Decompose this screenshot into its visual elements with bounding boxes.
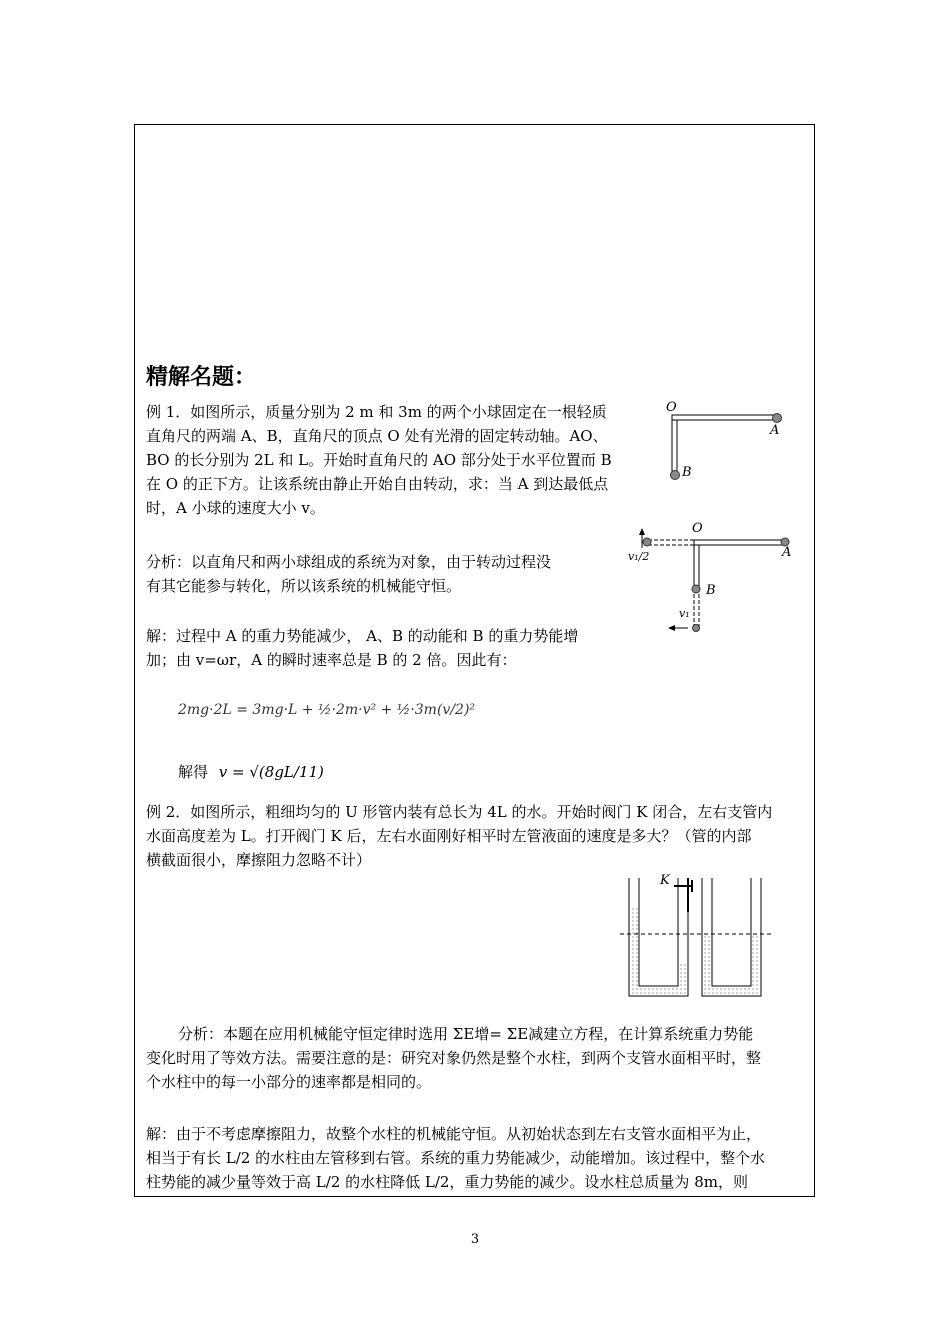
ball-b-moved [693, 625, 700, 632]
solution-line: 加；由 v=ωr，A 的瞬时速率总是 B 的 2 倍。因此有： [146, 651, 517, 669]
figure-u-tube [616, 872, 776, 1000]
solution-line: 解：过程中 A 的重力势能减少， A、B 的动能和 B 的重力势能增 [146, 627, 579, 645]
label-b: B [706, 583, 716, 598]
figure-rotated-ruler [628, 518, 798, 638]
label-b: B [682, 465, 692, 480]
label-o: O [692, 521, 703, 536]
example2-line: 例 2．如图所示，粗细均匀的 U 形管内装有总长为 4L 的水。开始时阀门 K 闭合，左右支管内 [146, 803, 773, 821]
example2-text [146, 800, 811, 872]
example2-line: 水面高度差为 L。打开阀门 K 后，左右水面刚好相平时左管液面的速度是多大？（管的内部 [146, 827, 752, 845]
result-line [178, 760, 324, 784]
example2-solution [146, 1122, 811, 1194]
solution-line: 解：由于不考虑摩擦阻力，故整个水柱的机械能守恒。从初始状态到左右支管水面相平为止， [146, 1125, 762, 1143]
solution-line: 相当于有长 L/2 的水柱由左管移到右管。系统的重力势能减少，动能增加。该过程中，整个水 [146, 1149, 766, 1167]
label-v1-half: v₁/2 [628, 550, 650, 563]
analysis-line: 分析：以直角尺和两小球组成的系统为对象，由于转动过程没 [146, 553, 552, 571]
label-o: O [666, 400, 677, 415]
analysis-line: 有其它能参与转化，所以该系统的机械能守恒。 [146, 577, 462, 595]
example1-analysis [146, 550, 616, 598]
result-prefix: 解得 [178, 763, 209, 781]
label-a: A [770, 423, 780, 438]
ball-b [692, 585, 700, 593]
example1-line: 例 1．如图所示，质量分别为 2 m 和 3m 的两个小球固定在一根轻质 [146, 403, 607, 421]
label-a: A [782, 545, 792, 560]
example1-line: 时，A 小球的速度大小 v。 [146, 499, 325, 517]
example2-line: 横截面很小，摩擦阻力忽略不计） [146, 851, 372, 869]
example1-line: 直角尺的两端 A、B，直角尺的顶点 O 处有光滑的固定转动轴。AO、 [146, 427, 608, 445]
label-v1: v₁ [679, 607, 690, 620]
example1-text [146, 400, 646, 520]
example2-analysis [146, 1022, 811, 1094]
example1-line: 在 O 的正下方。让该系统由静止开始自由转动，求：当 A 到达最低点 [146, 475, 609, 493]
label-k: K [660, 873, 670, 888]
analysis-line: 分析：本题在应用机械能守恒定律时选用 ΣE增= ΣE减建立方程，在计算系统重力势能 [178, 1025, 754, 1043]
result-formula: v = √(8gL/11) [218, 763, 324, 781]
analysis-line: 变化时用了等效方法。需要注意的是：研究对象仍然是整个水柱，到两个支管水面相平时，整 [146, 1049, 762, 1067]
section-heading: 精解名题： [146, 365, 257, 390]
ball-a [773, 414, 782, 423]
solution-line: 柱势能的减少量等效于高 L/2 的水柱降低 L/2，重力势能的减少。设水柱总质量为 8m，则 [146, 1173, 748, 1191]
equation: 2mg·2L = 3mg·L + ½·2m·v² + ½·3m(v/2)² [178, 702, 476, 718]
example1-line: BO 的长分别为 2L 和 L。开始时直角尺的 AO 部分处于水平位置而 B [146, 451, 612, 469]
example1-solution [146, 624, 616, 672]
figure-right-angle-ruler [660, 398, 790, 490]
page-number: 3 [470, 1232, 480, 1247]
ball-a-moved [643, 538, 651, 546]
ball-b [671, 471, 680, 480]
analysis-line: 个水柱中的每一小部分的速率都是相同的。 [146, 1073, 432, 1091]
